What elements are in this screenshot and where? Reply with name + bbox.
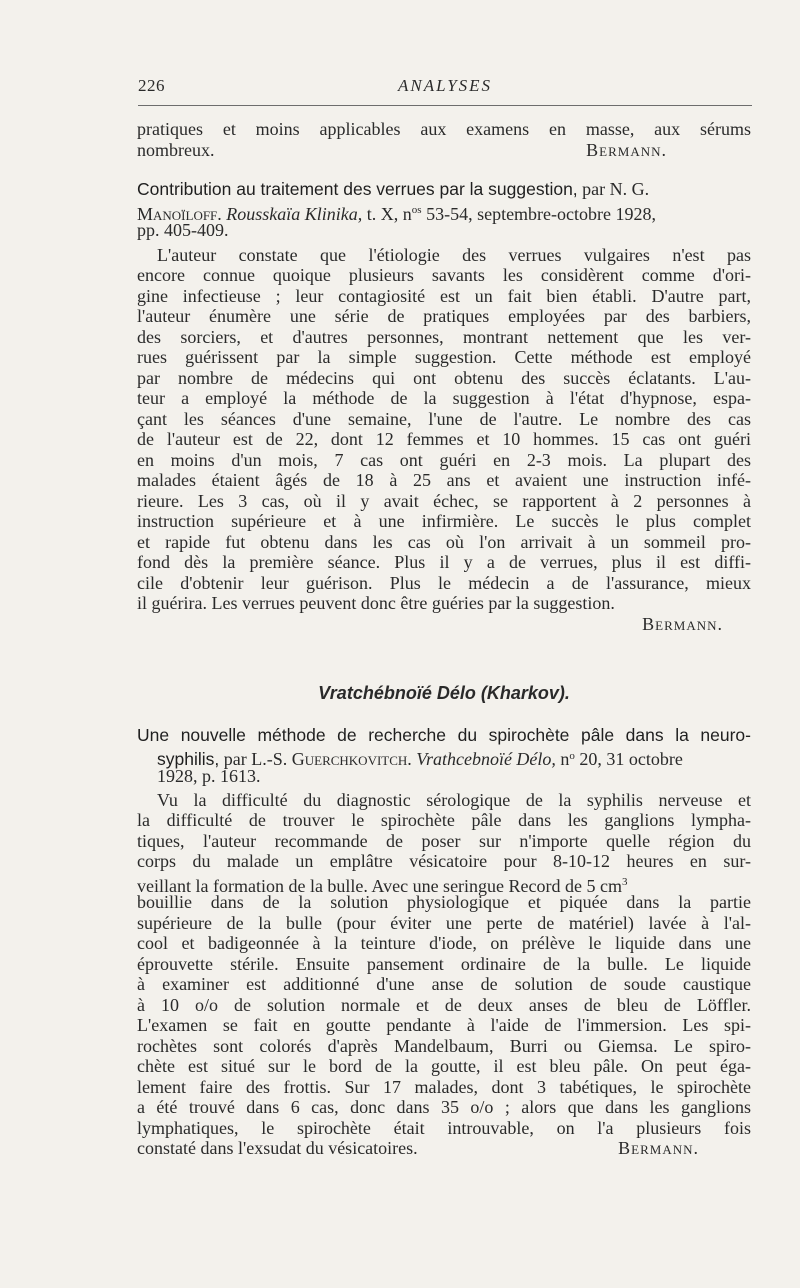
article-title-line: [137, 725, 751, 746]
body-line: supérieure de la bulle (pour éviter une perte de matériel) lavée à l'al-: [137, 912, 751, 933]
text-fragment: constaté dans l'exsudat du vésicatoires.: [137, 1138, 418, 1158]
text-line: pratiques et moins applicables aux examens en masse, aux sérums: [137, 119, 751, 139]
citation-date: 20, 31 octobre: [574, 748, 683, 769]
continuation-block: [137, 119, 751, 160]
body-line: a été trouvé dans 6 cas, donc dans 35 o/o ; alors que dans les ganglions: [137, 1097, 751, 1117]
body-line: tiques, l'auteur recommande de poser sur n'importe quelle région du: [137, 830, 751, 851]
author-name: Guerchkovitch.: [291, 748, 412, 769]
text-fragment: veillant la formation de la bulle. Avec une seringue Record de 5 cm: [137, 875, 622, 896]
body-line: [137, 872, 751, 896]
byline-par: par N. G.: [582, 179, 650, 199]
article-title-line: [137, 179, 751, 200]
article-spirochete: [137, 725, 751, 1159]
citation-year: 1928, p. 1613.: [157, 766, 261, 786]
journal-name: Rousskaïa Klinika,: [226, 203, 363, 224]
superscript: 3: [622, 875, 628, 888]
body-line: en moins d'un mois, 7 cas ont guéri en 2-3 mois. La plupart des: [137, 449, 751, 470]
citation-os: os: [411, 203, 422, 216]
journal-name: Vrathcebnoïé Délo,: [416, 748, 556, 769]
body-line: cool et badigeonnée à la teinture d'iode, on prélève le liquide dans une: [137, 933, 751, 953]
body-line: bouillie dans de la solution physiologique et piquée dans la partie: [137, 892, 751, 912]
body-line: instruction supérieure et à une infirmière. Le succès le plus complet: [137, 511, 751, 531]
body-line: à examiner est additionné d'une anse de solution de soude caustique: [137, 974, 751, 994]
body-line: chète est situé sur le bord de la goutte, il est bleu pâle. On peut éga-: [137, 1056, 751, 1076]
body-line: L'examen se fait en goutte pendante à l'aide de l'immersion. Les spi-: [137, 1015, 751, 1035]
body-line: lymphatiques, le spirochète était introuvable, on l'a plusieurs fois: [137, 1117, 751, 1138]
body-line: la difficulté de trouver le spirochète pâle dans les ganglions lympha-: [137, 810, 751, 830]
byline-par: par L.-S.: [223, 748, 288, 769]
body-line: Vu la difficulté du diagnostic sérologique de la syphilis nerveuse et: [157, 789, 751, 810]
page-number: 226: [138, 76, 165, 95]
citation-line: [137, 200, 751, 224]
body-line: çant les séances d'une semaine, l'une de l'autre. Le nombre des cas: [137, 408, 751, 429]
signature: Bermann.: [618, 1138, 699, 1158]
article-title-cont: syphilis,: [157, 748, 220, 769]
citation-line: [137, 746, 751, 767]
body-line: cile d'obtenir leur guérison. Plus le médecin a de l'assurance, mieux: [137, 572, 751, 593]
body-line: teur a employé la méthode de la suggestion à l'état d'hypnose, espa-: [137, 388, 751, 408]
article-title: Une nouvelle méthode de recherche du spirochète pâle dans la neuro-: [137, 725, 751, 745]
citation-issue: 53-54, septembre-octobre 1928,: [421, 203, 657, 224]
text-line: [137, 140, 751, 161]
body-line: l'auteur énumère une série de pratiques employées par des barbiers,: [137, 306, 751, 326]
signature: Bermann.: [642, 613, 723, 634]
body-line: à 10 o/o de solution normale et de deux anses de bleu de Löffler.: [137, 994, 751, 1015]
article-title: Contribution au traitement des verrues par la suggestion,: [137, 179, 578, 199]
signature: Bermann.: [586, 139, 667, 160]
citation-pages: pp. 405-409.: [137, 220, 229, 240]
header-rule: [138, 105, 752, 106]
body-line: de l'auteur est de 22, dont 12 femmes et 10 hommes. 15 cas ont guéri: [137, 429, 751, 449]
body-line: il guérira. Les verrues peuvent donc être guéries par la suggestion.: [137, 593, 615, 613]
body-line: lement faire des frottis. Sur 17 malades, dont 3 tabétiques, le spirochète: [137, 1076, 751, 1097]
body-line: et rapide fut obtenu dans les cas où l'on arrivait à un sommeil pro-: [137, 531, 751, 552]
body-line: des sorciers, et d'autres personnes, montrant nettement que les ver-: [137, 326, 751, 347]
body-line: L'auteur constate que l'étiologie des verrues vulgaires n'est pas: [157, 244, 751, 265]
body-line: encore connue quoique plusieurs savants les considèrent comme d'ori-: [137, 265, 751, 285]
body-line: corps du malade un emplâtre vésicatoire pour 8-10-12 heures en sur-: [137, 851, 751, 871]
author-name: Manoïloff.: [137, 203, 222, 224]
body-line: rochètes sont colorés d'après Mandelbaum, Burri ou Giemsa. Le spiro-: [137, 1035, 751, 1056]
body-line: rieure. Les 3 cas, où il y avait échec, se rapportent à 2 personnes à: [137, 490, 751, 511]
body-line: [137, 1138, 751, 1159]
running-head: [138, 76, 752, 100]
body-line: par nombre de médecins qui ont obtenu des succès éclatants. L'au-: [137, 367, 751, 388]
section-heading: Vratchébnoïé Délo (Kharkov).: [318, 683, 570, 703]
text-fragment: nombreux.: [137, 139, 215, 160]
article-contribution-verrues: [137, 179, 751, 634]
citation-o: o: [569, 749, 575, 762]
body-line: fond dès la première séance. Plus il y a de verrues, plus il est diffi-: [137, 552, 751, 572]
body-line: malades étaient âgés de 18 à 25 ans et avaient une instruction infé-: [137, 470, 751, 490]
citation-n: n: [560, 748, 570, 769]
body-line: rues guérissent par la simple suggestion. Cette méthode est employé: [137, 347, 751, 367]
body-line: gine infectieuse ; leur contagiosité est un fait bien établi. D'autre part,: [137, 285, 751, 306]
running-title: ANALYSES: [397, 76, 493, 95]
body-line: éprouvette stérile. Ensuite pansement ordinaire de la bulle. Le liquide: [137, 953, 751, 974]
citation-volume: t. X, n: [366, 203, 412, 224]
